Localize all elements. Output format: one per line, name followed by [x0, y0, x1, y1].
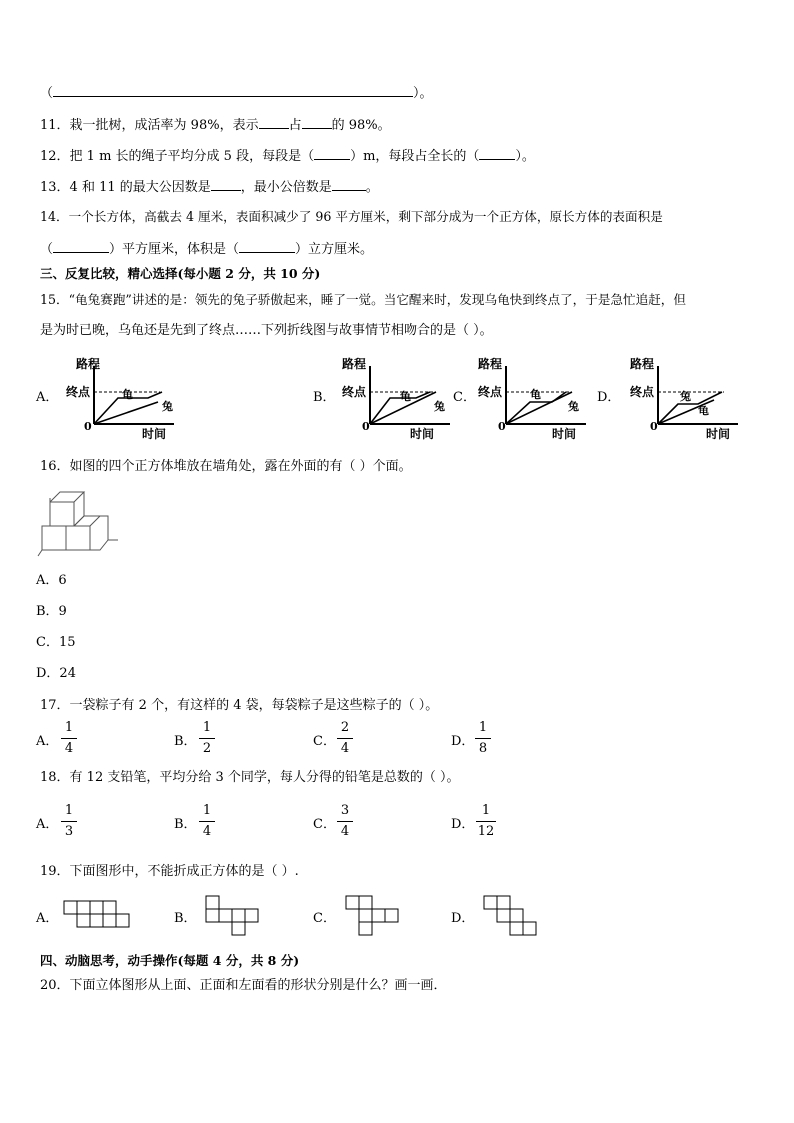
graph-b-origin: 0 [362, 420, 370, 433]
q18-option-b-label[interactable]: B． [174, 817, 197, 832]
fraction-denominator: 8 [478, 741, 488, 756]
graph-a-finish: 终点 [66, 385, 91, 399]
fraction-numerator: 1 [481, 803, 491, 818]
q17-option-c-label[interactable]: C． [313, 734, 336, 749]
section-4-heading: 四、动脑思考，动手操作(每题 4 分，共 8 分) [40, 953, 300, 968]
q17-option-a-label[interactable]: A． [36, 734, 59, 749]
q17-option-d-fraction [475, 720, 491, 757]
q15-option-d-label[interactable]: D． [597, 390, 621, 405]
question-14-line1: 14．一个长方体，高截去 4 厘米，表面积减少了 96 平方厘米，剩下部分成为一个正方体，原长方体的表面积是 [40, 209, 663, 224]
q15-option-a-label[interactable]: A． [36, 390, 59, 405]
q13-text-c: 。 [365, 180, 379, 195]
graph-b-rabbit: 兔 [434, 400, 445, 413]
q16-option-b[interactable]: B．9 [36, 604, 67, 619]
q12-text-c: ）。 [515, 149, 535, 164]
q16-option-a[interactable]: A．6 [36, 573, 67, 588]
q11-text-a: 11．栽一批树，成活率为 98%，表示 [40, 118, 259, 133]
q10-open: （ [40, 86, 54, 101]
q19-net-a [64, 901, 134, 933]
question-12 [40, 147, 535, 165]
q11-text-c: 的 98%。 [331, 118, 391, 133]
q18-option-c-fraction [337, 803, 353, 840]
graph-c-rabbit: 兔 [568, 400, 579, 413]
graph-b-finish: 终点 [342, 385, 367, 399]
q15-option-c-label[interactable]: C． [453, 390, 476, 405]
q16-option-c[interactable]: C．15 [36, 635, 76, 650]
q12-blank-2[interactable] [479, 147, 515, 160]
question-15-line1: 15．“龟兔赛跑”讲述的是：领先的兔子骄傲起来，睡了一觉。当它醒来时，发现乌龟快到终点了，于是急忙追赶，但 [40, 292, 686, 307]
q15-graph-b [338, 358, 458, 440]
q13-text-b: ，最小公倍数是 [240, 180, 332, 195]
q14-text-b: ）平方厘米，体积是（ [109, 242, 240, 257]
q18-option-c-label[interactable]: C． [313, 817, 336, 832]
question-11 [40, 116, 391, 134]
fraction-numerator: 1 [64, 720, 74, 735]
graph-c-finish: 终点 [478, 385, 503, 399]
question-17: 17．一袋粽子有 2 个，有这样的 4 袋，每袋粽子是这些粽子的（ ）。 [40, 698, 439, 713]
q15-option-b-label[interactable]: B． [313, 390, 336, 405]
q10-answer-line [40, 84, 433, 102]
section-3-heading: 三、反复比较，精心选择(每小题 2 分，共 10 分) [40, 266, 321, 281]
graph-d-ylabel: 路程 [630, 357, 655, 371]
fraction-denominator: 2 [202, 741, 212, 756]
graph-c-turtle: 龟 [530, 388, 541, 401]
q14-blank-2[interactable] [239, 240, 295, 253]
fraction-denominator: 3 [64, 824, 74, 839]
q12-text-a: 12．把 1 m 长的绳子平均分成 5 段，每段是（ [40, 149, 315, 164]
q10-close: ）。 [413, 86, 433, 101]
q19-option-d-label[interactable]: D． [451, 911, 475, 926]
fraction-numerator: 1 [64, 803, 74, 818]
q19-net-c [346, 896, 402, 940]
q17-option-b-label[interactable]: B． [174, 734, 197, 749]
graph-a-ylabel: 路程 [76, 357, 101, 371]
question-16: 16．如图的四个正方体堆放在墙角处，露在外面的有（ ）个面。 [40, 459, 412, 474]
q14-text-c: ）立方厘米。 [295, 242, 374, 257]
q18-option-d-fraction [476, 803, 496, 840]
fraction-denominator: 4 [340, 741, 350, 756]
graph-a-turtle: 龟 [122, 388, 133, 401]
q15-graph-a [62, 358, 182, 440]
graph-d-xlabel: 时间 [706, 427, 731, 441]
graph-c-ylabel: 路程 [478, 357, 503, 371]
fraction-denominator: 4 [64, 741, 74, 756]
fraction-numerator: 1 [202, 803, 212, 818]
fraction-numerator: 3 [340, 803, 350, 818]
q18-option-d-label[interactable]: D． [451, 817, 475, 832]
q16-cube-figure [38, 484, 120, 558]
question-18: 18．有 12 支铅笔，平均分给 3 个同学，每人分得的铅笔是总数的（ ）。 [40, 770, 460, 785]
graph-d-rabbit: 兔 [680, 390, 691, 403]
q10-blank[interactable] [53, 84, 413, 97]
q15-graph-d [626, 358, 746, 440]
fraction-numerator: 1 [478, 720, 488, 735]
graph-b-ylabel: 路程 [342, 357, 367, 371]
graph-b-xlabel: 时间 [410, 427, 435, 441]
q11-text-b: 占 [288, 118, 302, 133]
q13-blank-2[interactable] [332, 178, 366, 191]
question-13 [40, 178, 379, 196]
q15-graph-c [474, 358, 594, 440]
question-19: 19．下面图形中，不能折成正方体的是（ ）. [40, 864, 299, 879]
q17-option-a-fraction [61, 720, 77, 757]
q13-blank-1[interactable] [211, 178, 241, 191]
fraction-denominator: 4 [340, 824, 350, 839]
question-20: 20．下面立体图形从上面、正面和左面看的形状分别是什么？画一画． [40, 978, 447, 993]
q17-option-c-fraction [337, 720, 353, 757]
q18-option-a-fraction [61, 803, 77, 840]
q11-blank-1[interactable] [259, 116, 289, 129]
q19-option-b-label[interactable]: B． [174, 911, 197, 926]
fraction-numerator: 2 [340, 720, 350, 735]
q18-option-b-fraction [199, 803, 215, 840]
graph-b-turtle: 龟 [400, 390, 411, 403]
q19-net-b [206, 896, 266, 940]
q18-option-a-label[interactable]: A． [36, 817, 59, 832]
fraction-denominator: 12 [477, 824, 495, 839]
q11-blank-2[interactable] [302, 116, 332, 129]
fraction-numerator: 1 [202, 720, 212, 735]
graph-a-origin: 0 [84, 420, 92, 433]
q12-text-b: ）m，每段占全长的（ [350, 149, 480, 164]
q17-option-b-fraction [199, 720, 215, 757]
q19-option-c-label[interactable]: C． [313, 911, 336, 926]
graph-c-origin: 0 [498, 420, 506, 433]
graph-c-xlabel: 时间 [552, 427, 577, 441]
q19-net-d [484, 896, 536, 940]
q19-option-a-label[interactable]: A． [36, 911, 59, 926]
q12-blank-1[interactable] [314, 147, 350, 160]
q17-option-d-label[interactable]: D． [451, 734, 475, 749]
question-14-line2 [40, 240, 373, 258]
question-15-line2: 是为时已晚，乌龟还是先到了终点……下列折线图与故事情节相吻合的是（ ）。 [40, 323, 493, 338]
graph-d-origin: 0 [650, 420, 658, 433]
fraction-denominator: 4 [202, 824, 212, 839]
q13-text-a: 13．4 和 11 的最大公因数是 [40, 180, 211, 195]
graph-d-finish: 终点 [630, 385, 655, 399]
graph-a-xlabel: 时间 [142, 427, 167, 441]
q16-option-d[interactable]: D．24 [36, 666, 76, 681]
graph-a-rabbit: 兔 [162, 400, 173, 413]
q14-text-a: （ [40, 242, 54, 257]
graph-d-turtle: 龟 [698, 404, 709, 417]
q14-blank-1[interactable] [53, 240, 109, 253]
